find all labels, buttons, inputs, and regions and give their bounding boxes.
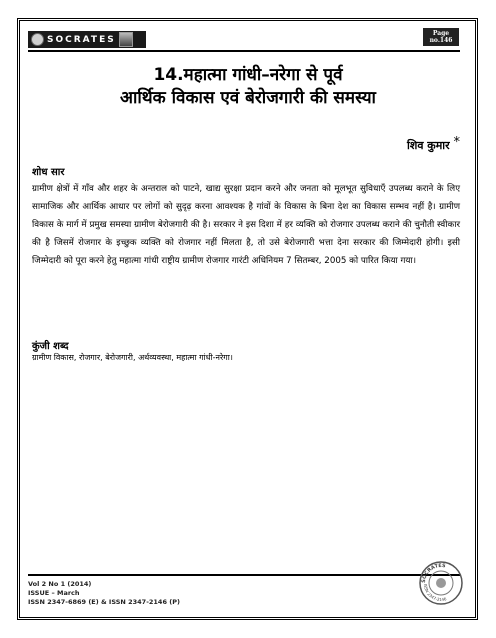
- seal-top-text: SOCRATES: [420, 562, 446, 584]
- journal-logo: [28, 31, 146, 48]
- header-rule: [28, 50, 460, 52]
- footer-rule: [28, 574, 460, 576]
- page-label: Page: [432, 30, 450, 37]
- title-line-1: 14.महात्मा गांधी–नरेगा से पूर्व: [153, 65, 343, 85]
- volume-info: Vol 2 No 1 (2014): [28, 580, 92, 588]
- page-number-box: [423, 28, 459, 46]
- globe-icon: [31, 33, 44, 46]
- keywords-text: ग्रामीण विकास, रोजगार, बेरोजगारी, अर्थव्यवस्था, महात्मा गांधी-नरेगा।: [32, 353, 233, 362]
- page-number: no.146: [429, 37, 453, 44]
- seal-bottom-text: ISSN 2347-2146: [422, 583, 447, 603]
- issue-info: ISSUE – March: [28, 589, 80, 597]
- portrait-icon: [119, 32, 133, 47]
- title-line-2: आर्थिक विकास एवं बेरोजगारी की समस्या: [120, 88, 376, 108]
- logo-text: SOCRATES: [47, 34, 116, 45]
- author-text: शिव कुमार: [407, 139, 450, 152]
- author-name: [407, 135, 460, 153]
- issn-info: ISSN 2347-6869 (E) & ISSN 2347-2146 (P): [28, 598, 180, 606]
- journal-footer: [28, 580, 180, 607]
- abstract-text: ग्रामीण क्षेत्रों में गाँव और शहर के अन्तराल को पाटने, खाद्य सुरक्षा प्रदान करने और जनता को मूलभूत सुविधाएँ उपलब्ध कराने के लिए सामाजिक और आर्थिक आधार पर लोगों को सुदृढ़ करना आवश्यक है गांवों के विकास के बिना देश का विकास सम्भव नहीं है। ग्रामीण विकास के मार्ग में प्रमुख समस्या ग्रामीण बेरोजगारी की है। सरकार ने इस दिशा में हर व्यक्ति को रोजगार उपलब्ध कराने की चुनौती स्वीकार की है जिसमें रोजगार के इच्छुक व्यक्ति को रोजगार नहीं मिलता है, तो उसे बेरोजगारी भत्ता देना सरकार की जिम्मेदारी होगी। इसी जिम्मेदारी को पूरा करने हेतु महात्मा गांधी राष्ट्रीय ग्रामीण रोजगार गारंटी अधिनियम 7 सितम्बर, 2005 को पारित किया गया।: [32, 184, 460, 266]
- abstract-heading: शोध सार: [32, 167, 65, 178]
- keywords-heading: कुंजी शब्द: [32, 341, 69, 352]
- article-title: [30, 64, 466, 110]
- author-footnote-mark: *: [453, 135, 460, 150]
- journal-seal: [418, 560, 464, 606]
